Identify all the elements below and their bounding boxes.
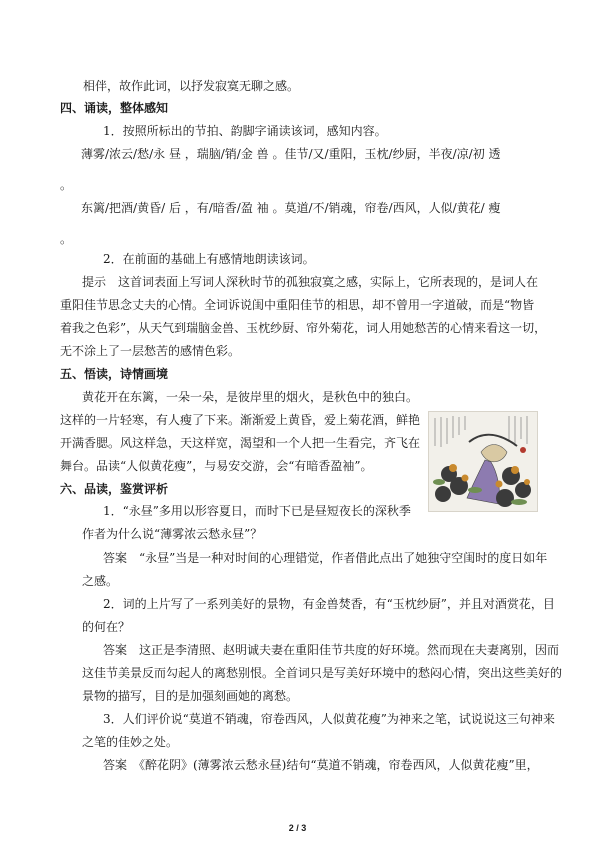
text-line-content: 着我之色彩”，从天气到瑞脑金兽、玉枕纱厨、帘外菊花，词人用她愁苦的心情来看这一切， (60, 321, 547, 335)
text-line-content: 舞台。品读“人似黄花瘦”，与易安交游，会“有暗香盈袖”。 (60, 459, 373, 473)
page-number: 2 / 3 (288, 823, 307, 833)
illustration-painting (428, 411, 538, 512)
text-line-content: 景物的描写，目的是加强刻画她的离愁。 (82, 689, 299, 703)
text-line-content: 。 (60, 178, 73, 192)
text-line-content: 东篱/把酒/黄昏/ 后 ，有/暗香/盈 袖 。莫道/不/销魂，帘卷/西风，人似/黄花/ 瘦 (81, 201, 501, 215)
text-line-content: 黄花开在东篱，一朵一朵，是彼岸里的烟火，是秋色中的独白。 (82, 390, 419, 404)
text-line-content: 五、悟读，诗情画境 (60, 367, 169, 381)
text-line-content: 薄雾/浓云/愁/永 昼 ，瑞脑/销/金 兽 。佳节/又/重阳，玉枕/纱厨，半夜/凉/初 透 (81, 147, 501, 161)
text-line-content: 六、品读，鉴赏评析 (60, 482, 169, 496)
text-line-content: 提示 这首词表面上写词人深秋时节的孤独寂寞之感，实际上，它所表现的，是词人在 (82, 275, 539, 289)
text-line-content: 1．“永昼”多用以形容夏日，而时下已是昼短夜长的深秋季 (103, 504, 411, 518)
text-line-content: 。 (60, 232, 73, 246)
text-line-content: 之笔的佳妙之处。 (82, 735, 179, 749)
painting-image (429, 412, 537, 511)
text-line-content: 答案 “永昼”当是一种对时间的心理错觉，作者借此点出了她独守空闺时的度日如年 (103, 551, 548, 565)
text-line-content: 开满香腮。风这样急，天这样宽，渴望和一个人把一生看完，齐飞在 (60, 436, 421, 450)
text-line-content: 这样的一片轻寒，有人瘦了下来。渐渐爱上黄昏，爱上菊花酒，鲜艳 (60, 413, 421, 427)
text-line-content: 无不涂上了一层愁苦的感情色彩。 (60, 344, 241, 358)
text-line-content: 3．人们评价说“莫道不销魂，帘卷西风，人似黄花瘦”为神来之笔，试说说这三句神来 (103, 712, 555, 726)
text-line-content: 四、诵读，整体感知 (60, 101, 169, 115)
text-line-content: 之感。 (82, 574, 119, 588)
text-line-content: 这佳节美景反而勾起人的离愁别恨。全首词只是写美好环境中的愁闷心情，突出这些美好的 (82, 666, 563, 680)
text-line-content: 的何在？ (82, 620, 131, 634)
text-line-content: 作者为什么说“薄雾浓云愁永昼”？ (82, 527, 263, 541)
text-line-content: 相伴，故作此词，以抒发寂寞无聊之感。 (83, 79, 300, 93)
text-line-content: 1．按照所标出的节拍、韵脚字诵读该词，感知内容。 (103, 124, 387, 138)
text-line-content: 答案 《醉花阴》(薄雾浓云愁永昼)结句“莫道不销魂，帘卷西风，人似黄花瘦”里， (103, 758, 539, 772)
text-line-content: 2．词的上片写了一系列美好的景物，有金兽焚香，有“玉枕纱厨”，并且对酒赏花，目 (103, 597, 555, 611)
text-line-content: 重阳佳节思念丈夫的心情。全词诉说闺中重阳佳节的相思，却不曾用一字道破，而是“物皆 (60, 298, 535, 312)
text-line-content: 答案 这正是李清照、赵明诚夫妻在重阳佳节共度的好环境。然而现在夫妻离别，因而 (103, 643, 560, 657)
text-line-content: 2．在前面的基础上有感情地朗读该词。 (103, 252, 315, 266)
